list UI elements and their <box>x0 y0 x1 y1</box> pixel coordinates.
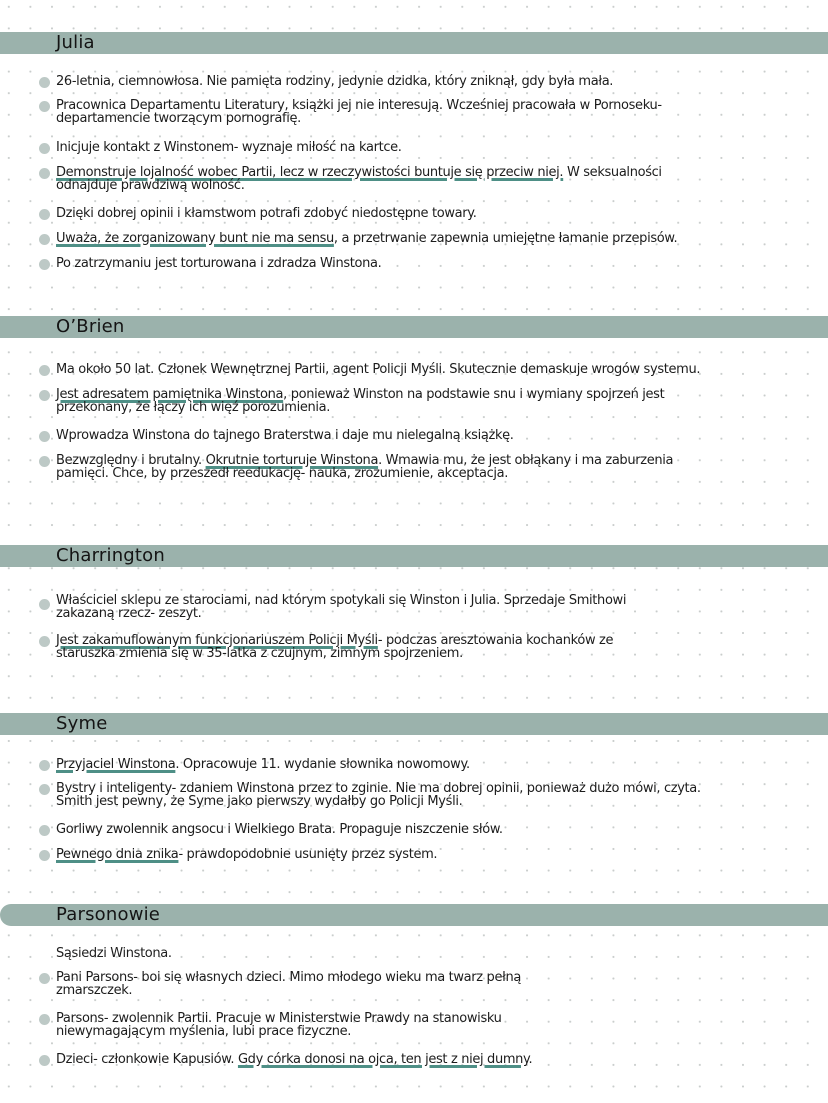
list-item: Pani Parsons- boi się własnych dzieci. Mimo młodego wieku ma twarz pełną zmarszczek. <box>56 972 521 997</box>
list-item: Dzięki dobrej opinii i kłamstwom potrafi zdobyć niedostępne towary. <box>56 208 477 221</box>
list-item: Dzieci- członkowie Kapusiów. Gdy córka donosi na ojca, ten jest z niej dumny. <box>56 1054 532 1067</box>
list-item: Demonstruje lojalność wobec Partii, lecz w rzeczywistości buntuje się przeciw niej. W seksualności odnajduje prawdziwą wolność. <box>56 167 662 192</box>
section-title-parsons: Parsonowie <box>56 904 161 925</box>
highlighted-text: Demonstruje lojalność wobec Partii, lecz w rzeczywistości buntuje się przeciw niej. <box>56 165 564 180</box>
bullet-icon <box>39 599 50 610</box>
highlighted-text: Gdy córka donosi na ojca, ten jest z niej dumny <box>237 1052 529 1067</box>
list-item: Jest zakamuflowanym funkcjonariuszem Policji Myśli- podczas aresztowania kochanków ze staruszka zmienia się w 35-latka z czujnym, zimnym spojrzeniem. <box>56 635 613 660</box>
bullet-icon <box>39 784 50 795</box>
list-item: 26-letnia, ciemnowłosa. Nie pamięta rodziny, jedynie dzidka, który zniknął, gdy była mała. <box>56 76 613 89</box>
list-item: Pewnego dnia znika- prawdopodobnie usunięty przez system. <box>56 849 437 862</box>
highlighted-text: Pewnego dnia znika <box>56 847 179 862</box>
list-item: Ma około 50 lat. Członek Wewnętrznej Partii, agent Policji Myśli. Skutecznie demaskuje wrogów systemu. <box>56 364 700 377</box>
bullet-icon <box>39 431 50 442</box>
list-item: Po zatrzymaniu jest torturowana i zdradza Winstona. <box>56 258 381 271</box>
list-item: Inicjuje kontakt z Winstonem- wyznaje miłość na kartce. <box>56 142 402 155</box>
bullet-icon <box>39 168 50 179</box>
list-item: Uważa, że zorganizowany bunt nie ma sensu, a przetrwanie zapewnia umiejętne łamanie przepisów. <box>56 233 677 246</box>
bullet-icon <box>39 850 50 861</box>
highlighted-text: Uważa, że zorganizowany bunt nie ma sensu <box>56 231 334 246</box>
bullet-icon <box>39 259 50 270</box>
bullet-icon <box>39 973 50 984</box>
section-header-julia <box>0 32 828 54</box>
section-title-syme: Syme <box>56 713 108 734</box>
bullet-icon <box>39 456 50 467</box>
bullet-icon <box>39 234 50 245</box>
list-item: Parsons- zwolennik Partii. Pracuje w Ministerstwie Prawdy na stanowisku niewymagającym myślenia, lubi prace fizyczne. <box>56 1013 502 1038</box>
bullet-icon <box>39 1014 50 1025</box>
highlighted-text: Jest adresatem pamiętnika Winstona <box>56 387 284 402</box>
list-item: Pracownica Departamentu Literatury, książki jej nie interesują. Wcześniej pracowała w Pornoseku- departamencie tworzącym pornografię. <box>56 100 662 125</box>
section-title-julia: Julia <box>56 32 95 53</box>
list-item: Bezwzględny i brutalny. Okrutnie torturuje Winstona. Wmawia mu, że jest obłąkany i ma zaburzenia pamięci. Chce, by przeszedł reedukację- nauka, zrozumienie, akceptacja. <box>56 455 673 480</box>
highlighted-text: Jest zakamuflowanym funkcjonariuszem Policji Myśli <box>56 633 378 648</box>
section-intro: Sąsiedzi Winstona. <box>56 946 172 961</box>
list-item: Przyjaciel Winstona. Opracowuje 11. wydanie słownika nowomowy. <box>56 759 470 772</box>
section-title-charrington: Charrington <box>56 545 166 566</box>
bullet-icon <box>39 390 50 401</box>
list-item: Gorliwy zwolennik angsocu i Wielkiego Brata. Propaguje niszczenie słów. <box>56 824 503 837</box>
bullet-icon <box>39 209 50 220</box>
bullet-icon <box>39 77 50 88</box>
bullet-icon <box>39 760 50 771</box>
list-item: Właściciel sklepu ze starociami, nad którym spotykali się Winston i Julia. Sprzedaje Smithowi zakazaną rzecz- zeszyt. <box>56 595 626 620</box>
highlighted-text: Okrutnie torturuje Winstona <box>205 453 379 468</box>
bullet-icon <box>39 101 50 112</box>
list-item: Jest adresatem pamiętnika Winstona, ponieważ Winston na podstawie snu i wymiany spojrzeń jest przekonany, że łączy ich więź porozumienia. <box>56 389 664 414</box>
bullet-icon <box>39 143 50 154</box>
section-header-syme <box>0 713 828 735</box>
bullet-icon <box>39 365 50 376</box>
section-title-obrien: O’Brien <box>56 316 125 337</box>
list-item: Wprowadza Winstona do tajnego Braterstwa i daje mu nielegalną książkę. <box>56 430 514 443</box>
bullet-icon <box>39 1055 50 1066</box>
bullet-icon <box>39 636 50 647</box>
highlighted-text: Przyjaciel Winstona <box>56 757 176 772</box>
list-item: Bystry i inteligenty- zdaniem Winstona przez to zginie. Nie ma dobrej opinii, ponieważ dużo mówi, czyta. Smith jest pewny, że Syme jako pierwszy wydałby go Policji Myśli. <box>56 783 701 808</box>
bullet-icon <box>39 825 50 836</box>
